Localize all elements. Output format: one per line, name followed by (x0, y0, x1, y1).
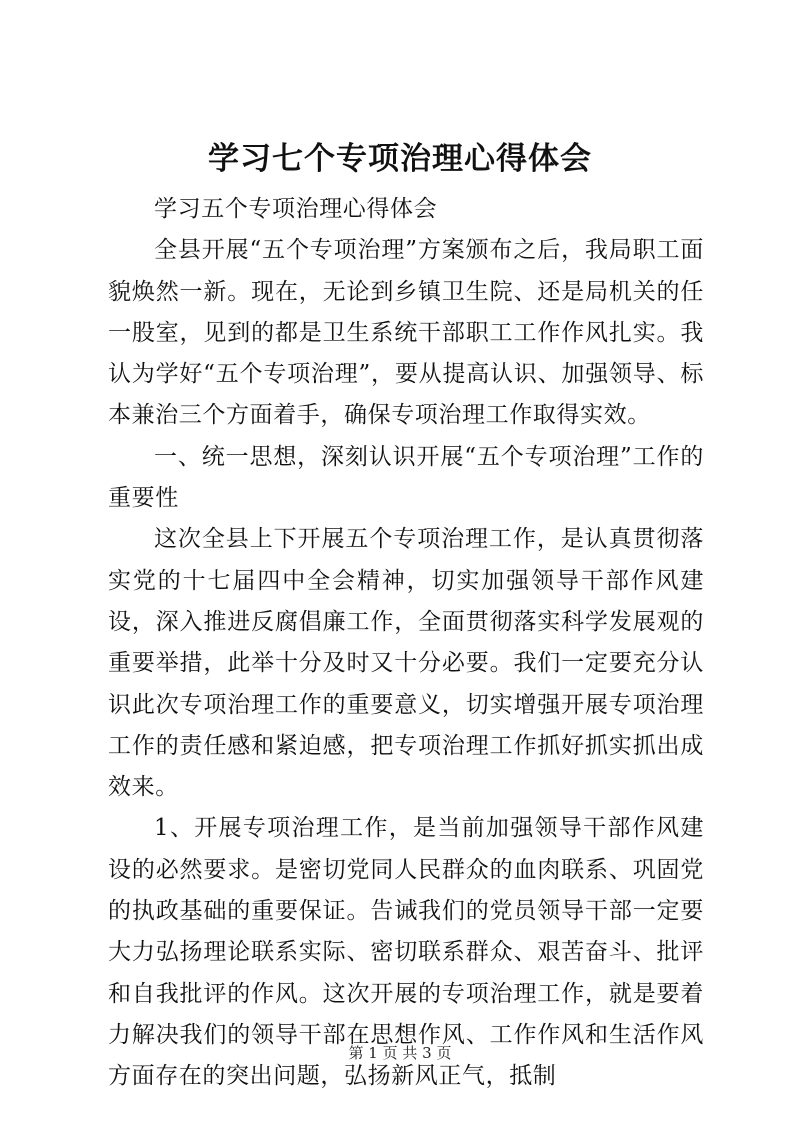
subtitle-paragraph: 学习五个专项治理心得体会 (154, 196, 438, 222)
body-paragraph: 这次全县上下开展五个专项治理工作，是认真贯彻落实党的十七届四中全会精神，切实加强领导干部作风建设，深入推进反腐倡廉工作，全面贯彻落实科学发展观的重要举措，此举十分及时又十分必要。我们一定要充分认识此次专项治理工作的重要意义，切实增强开展专项治理工作的责任感和紧迫感，把专项治理工作抓好抓实抓出成效来。 (108, 526, 704, 801)
page-number-footer: 第 1 页 共 3 页 (348, 1044, 452, 1062)
body-paragraph-point-1: 1、开展专项治理工作，是当前加强领导干部作风建设的必然要求。是密切党同人民群众的血肉联系、巩固党的执政基础的重要保证。告诫我们的党员领导干部一定要大力弘扬理论联系实际、密切联系群众、艰苦奋斗、批评和自我批评的作风。这次开展的专项治理工作，就是要着力解决我们的领导干部在思想作风、工作作风和生活作风方面存在的突出问题，弘扬新风正气，抵制 (108, 815, 704, 1090)
document-title: 学习七个专项治理心得体会 (208, 141, 592, 177)
section-heading-1: 一、统一思想，深刻认识开展“五个专项治理”工作的重要性 (108, 443, 704, 512)
document-body (108, 189, 704, 1098)
intro-paragraph: 全县开展“五个专项治理”方案颁布之后，我局职工面貌焕然一新。现在，无论到乡镇卫生院、还是局机关的任一股室，见到的都是卫生系统干部职工工作作风扎实。我认为学好“五个专项治理”，要从提高认识、加强领导、标本兼治三个方面着手，确保专项治理工作取得实效。 (108, 237, 704, 429)
